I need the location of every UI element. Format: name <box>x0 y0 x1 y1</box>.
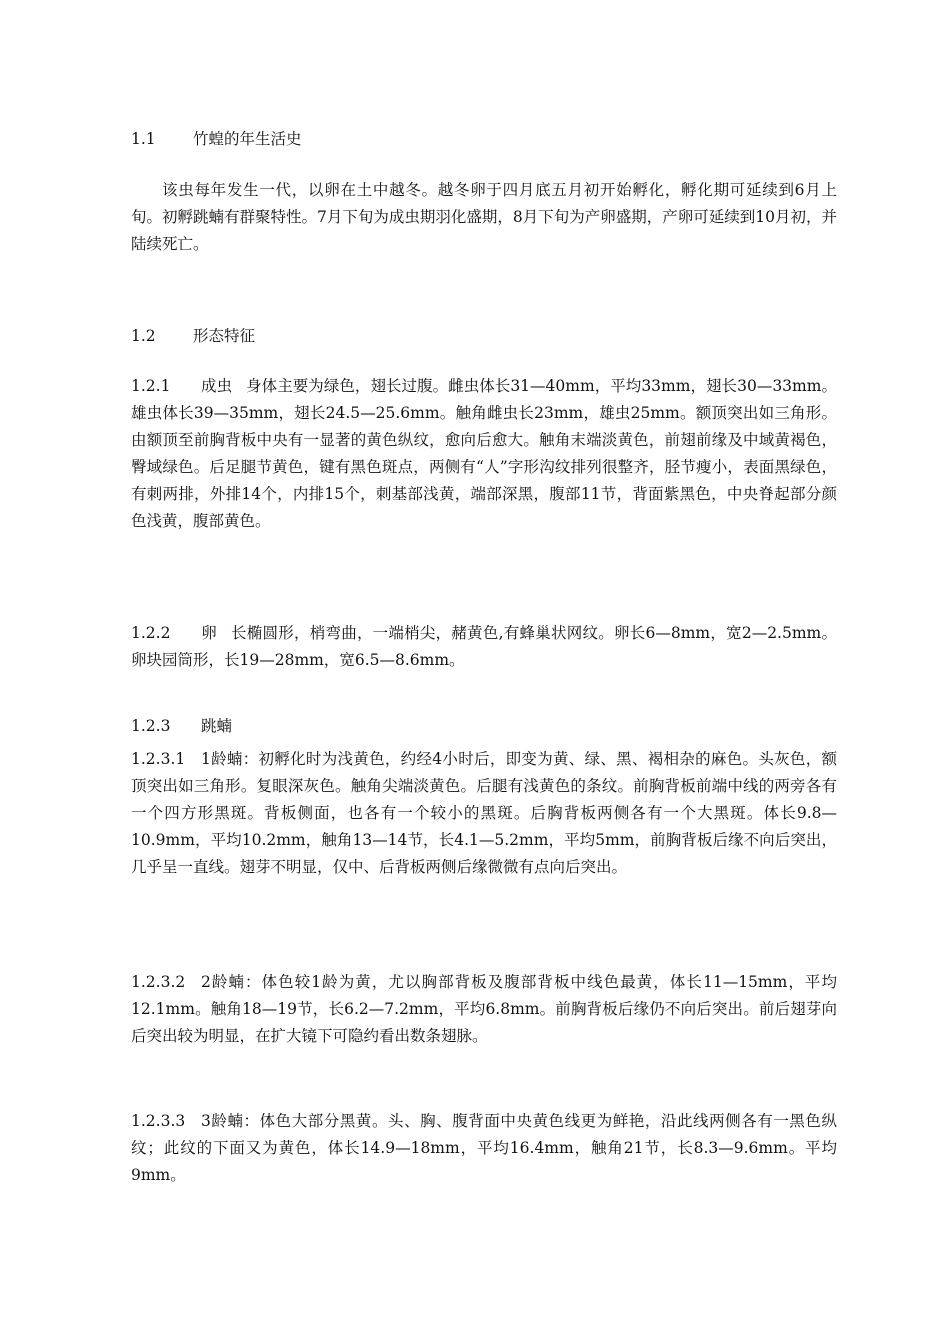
section-heading-1-2-3 <box>131 716 837 736</box>
section-number: 1.2.3.1 <box>131 750 186 768</box>
section-number: 1.2.2 <box>131 624 171 642</box>
section-title: 竹蝗的年生活史 <box>193 130 302 148</box>
paragraph-instar-2 <box>131 969 837 1050</box>
section-number: 1.2.3.2 <box>131 973 186 991</box>
section-number: 1.2 <box>131 327 156 345</box>
paragraph-adult <box>131 373 837 535</box>
paragraph-egg <box>131 620 837 674</box>
paragraph-text: 该虫每年发生一代，以卵在土中越冬。越冬卵于四月底五月初开始孵化，孵化期可延续到6月上旬。初孵跳蝻有群聚特性。7月下旬为成虫期羽化盛期，8月下旬为产卵盛期，产卵可延续到10月初，并陆续死亡。 <box>131 181 837 253</box>
paragraph-text: 长椭圆形，梢弯曲，一端梢尖，赭黄色,有蜂巢状网纹。卵长6—8mm，宽2—2.5mm。卵块园筒形，长19—28mm，宽6.5—8.6mm。 <box>131 624 837 669</box>
paragraph-text: 身体主要为绿色，翅长过腹。雌虫体长31—40mm，平均33mm，翅长30—33mm。雄虫体长39—35mm，翅长24.5—25.6mm。触角雌虫长23mm，雄虫25mm。额顶突出如三角形。由额顶至前胸背板中央有一显著的黄色纵纹，愈向后愈大。触角末端淡黄色，前翅前缘及中域黄褐色，臀域绿色。后足腿节黄色，键有黑色斑点，两侧有“人”字形沟纹排列很整齐，胫节瘦小，表面黑绿色，有刺两排，外排14个，内排15个，刺基部浅黄，端部深黑，腹部11节，背面紫黑色，中央脊起部分颜色浅黄，腹部黄色。 <box>131 377 838 530</box>
section-heading-1-1 <box>131 129 837 149</box>
section-term: 成虫 <box>201 377 233 395</box>
paragraph-life-history <box>131 177 837 258</box>
section-title: 跳蝻 <box>201 717 233 735</box>
paragraph-instar-1 <box>131 746 837 881</box>
section-number: 1.2.3 <box>131 717 171 735</box>
section-heading-1-2 <box>131 326 837 346</box>
section-number: 1.1 <box>131 130 156 148</box>
paragraph-text: 3龄蝻：体色大部分黑黄。头、胸、腹背面中央黄色线更为鲜艳，沿此线两侧各有一黑色纵纹；此纹的下面又为黄色，体长14.9—18mm，平均16.4mm，触角21节，长8.3—9.6mm。平均9mm。 <box>131 1112 837 1184</box>
paragraph-text: 1龄蝻：初孵化时为浅黄色，约经4小时后，即变为黄、绿、黑、褐相杂的麻色。头灰色，额顶突出如三角形。复眼深灰色。触角尖端淡黄色。后腿有浅黄色的条纹。前胸背板前端中线的两旁各有一个四方形黑斑。背板侧面，也各有一个较小的黑斑。后胸背板两侧各有一个大黑斑。体长9.8—10.9mm，平均10.2mm，触角13—14节，长4.1—5.2mm，平均5mm，前胸背板后缘不向后突出，几乎呈一直线。翅芽不明显，仅中、后背板两侧后缘微微有点向后突出。 <box>131 750 837 876</box>
paragraph-text: 2龄蝻：体色较1龄为黄，尤以胸部背板及腹部背板中线色最黄，体长11—15mm，平均12.1mm。触角18—19节，长6.2—7.2mm，平均6.8mm。前胸背板后缘仍不向后突出。前后翅芽向后突出较为明显，在扩大镜下可隐约看出数条翅脉。 <box>131 973 837 1045</box>
section-number: 1.2.1 <box>131 377 171 395</box>
section-number: 1.2.3.3 <box>131 1112 186 1130</box>
section-title: 形态特征 <box>193 327 256 345</box>
paragraph-instar-3 <box>131 1108 837 1189</box>
section-term: 卵 <box>201 624 217 642</box>
